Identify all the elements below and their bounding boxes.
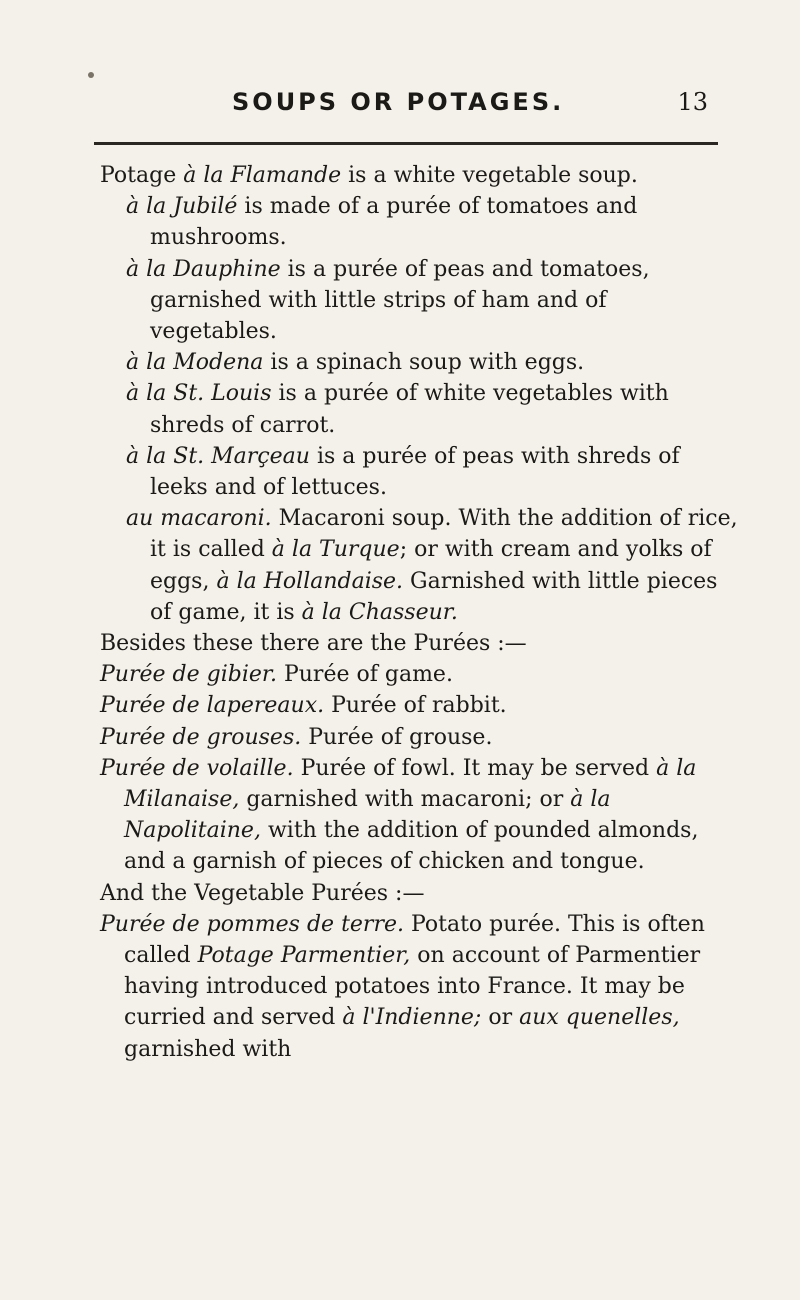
entry-puree-lapereaux: Purée de lapereaux. Purée of rabbit.	[100, 693, 507, 719]
entry-puree-gibier: Purée de gibier. Purée of game.	[100, 662, 453, 688]
page-header	[0, 88, 800, 128]
ink-speck	[88, 72, 94, 78]
page-body	[100, 160, 740, 1065]
besides-line: Besides these there are the Purées :—	[100, 631, 527, 657]
entry-st-marceau: à la St. Marçeau is a purée of peas with shreds of leeks and of lettuces.	[126, 443, 680, 501]
entry-dauphine: à la Dauphine is a purée of peas and tomatoes, garnished with little strips of ham and of vegetables.	[126, 256, 650, 345]
entry-st-louis: à la St. Louis is a purée of white vegetables with shreds of carrot.	[126, 381, 669, 438]
entry-macaroni: au macaroni. Macaroni soup. With the addition of rice, it is called à la Turque; or with cream and yolks of eggs, à la Hollandaise. Garnished with little pieces of game, it is à la Chasseur.	[126, 506, 738, 625]
entry-puree-pommes: Purée de pommes de terre. Potato purée. This is often called Potage Parmentier, on account of Parmentier having introduced potatoes into France. It may be curried and served à l'Indienne; or aux quenelles, garnished with	[100, 911, 705, 1062]
header-rule	[94, 142, 718, 145]
entry-puree-grouses: Purée de grouses. Purée of grouse.	[100, 724, 493, 750]
page-number: 13	[677, 88, 708, 116]
running-title: SOUPS OR POTAGES.	[232, 88, 565, 116]
entry-modena: à la Modena is a spinach soup with eggs.	[126, 350, 585, 376]
vegetable-intro: And the Vegetable Purées :—	[100, 880, 425, 906]
entry-jubile: à la Jubilé is made of a purée of tomatoes and mushrooms.	[126, 194, 638, 251]
entry-flamande: Potage à la Flamande is a white vegetable soup.	[100, 163, 638, 188]
entry-puree-volaille: Purée de volaille. Purée of fowl. It may be served à la Milanaise, garnished with macaroni; or à la Napolitaine, with the addition of pounded almonds, and a garnish of pieces of chicken and tongue.	[100, 755, 699, 875]
